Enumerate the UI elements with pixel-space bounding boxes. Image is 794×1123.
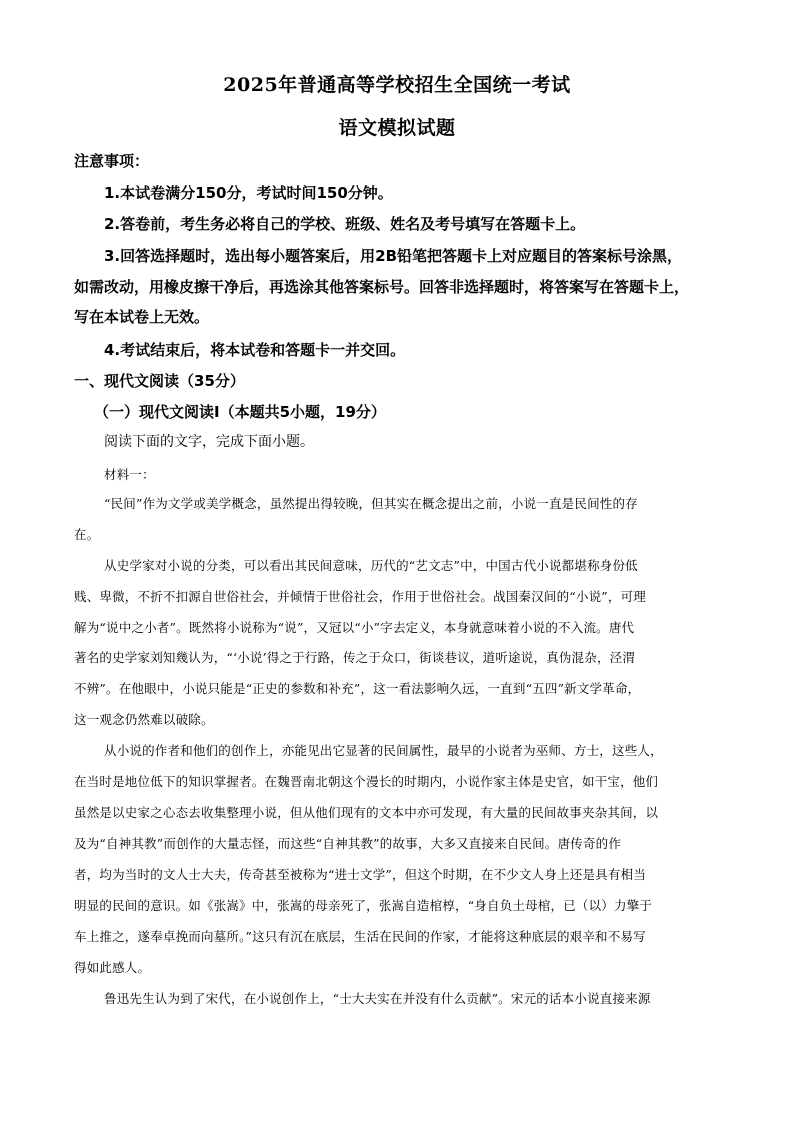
material-label: 材料一： bbox=[104, 467, 155, 482]
passage-line: 解为“说中之小者”。既然将小说称为“说”，又冠以“小”字去定义，本身就意味着小说的不入流。唐代 bbox=[74, 620, 635, 635]
notice-item: 如需改动，用橡皮擦干净后，再选涂其他答案标号。回答非选择题时，将答案写在答题卡上， bbox=[74, 278, 690, 296]
notice-item: 3.回答选择题时，选出每小题答案后，用2B铅笔把答题卡上对应题目的答案标号涂黑， bbox=[104, 247, 683, 265]
passage-line: 这一观念仍然难以破除。 bbox=[74, 712, 214, 727]
passage-line: 从小说的作者和他们的创作上，亦能见出它显著的民间属性，最早的小说者为巫师、方士，这些人， bbox=[104, 743, 663, 758]
passage-line: 及为“自神其教”而创作的大量志怪，而这些“自神其教”的故事，大多又直接来自民间。唐传奇的作 bbox=[74, 836, 622, 851]
reading-instruction: 阅读下面的文字，完成下面小题。 bbox=[104, 434, 314, 450]
passage-line: 从史学家对小说的分类，可以看出其民间意味，历代的“艺文志”中，中国古代小说都堪称身份低 bbox=[104, 558, 638, 573]
notice-item: 4.考试结束后，将本试卷和答题卡一并交回。 bbox=[104, 341, 406, 359]
passage-line: 明显的民间的意识。如《张嵩》中，张嵩的母亲死了，张嵩自造棺椁，“身自负土母棺，已（以）力擎于 bbox=[74, 898, 653, 913]
passage-line: 著名的史学家刘知幾认为，“‘小说’得之于行路，传之于众口，街谈巷议，道听途说，真伪混杂，泾渭 bbox=[74, 650, 636, 665]
passage-line: 者，均为当时的文人士大夫，传奇甚至被称为“进士文学”，但这个时期，在不少文人身上还是具有相当 bbox=[74, 867, 646, 882]
passage-line: 车上推之，遂奉卓挽而向墓所。”这只有沉在底层，生活在民间的作家，才能将这种底层的艰辛和不易写 bbox=[74, 929, 646, 944]
passage-line: 虽然是以史家之心态去收集整理小说，但从他们现有的文本中亦可发现，有大量的民间故事夹杂其间，以 bbox=[74, 805, 659, 820]
exam-title: 2025年普通高等学校招生全国统一考试 bbox=[223, 74, 571, 96]
notice-item: 1.本试卷满分150分，考试时间150分钟。 bbox=[104, 184, 393, 202]
passage-line: “民间”作为文学或美学概念，虽然提出得较晚，但其实在概念提出之前，小说一直是民间性的存 bbox=[104, 496, 638, 511]
passage-line: 得如此感人。 bbox=[74, 960, 151, 975]
notice-item: 写在本试卷上无效。 bbox=[74, 308, 210, 326]
section-subtitle: （一）现代文阅读Ⅰ（本题共5小题，19分） bbox=[94, 403, 386, 421]
passage-line: 不辨”。在他眼中，小说只能是“正史的参数和补充”，这一看法影响久远，一直到“五四”新文学革命， bbox=[74, 681, 641, 696]
passage-line: 贱、卑微，不折不扣源自世俗社会，并倾情于世俗社会，作用于世俗社会。战国秦汉间的“小说”，可理 bbox=[74, 589, 646, 604]
passage-line: 鲁迅先生认为到了宋代，在小说创作上，“士大夫实在并没有什么贡献”。宋元的话本小说直接来源 bbox=[104, 991, 651, 1006]
passage-line: 在当时是地位低下的知识掌握者。在魏晋南北朝这个漫长的时期内，小说作家主体是史官，如干宝，他们 bbox=[74, 774, 659, 789]
notice-item: 2.答卷前，考生务必将自己的学校、班级、姓名及考号填写在答题卡上。 bbox=[104, 215, 586, 233]
passage-line: 在。 bbox=[74, 527, 100, 542]
section-title: 一、现代文阅读（35分） bbox=[74, 372, 245, 390]
subject-title: 语文模拟试题 bbox=[338, 117, 456, 139]
notice-heading: 注意事项： bbox=[74, 152, 150, 170]
